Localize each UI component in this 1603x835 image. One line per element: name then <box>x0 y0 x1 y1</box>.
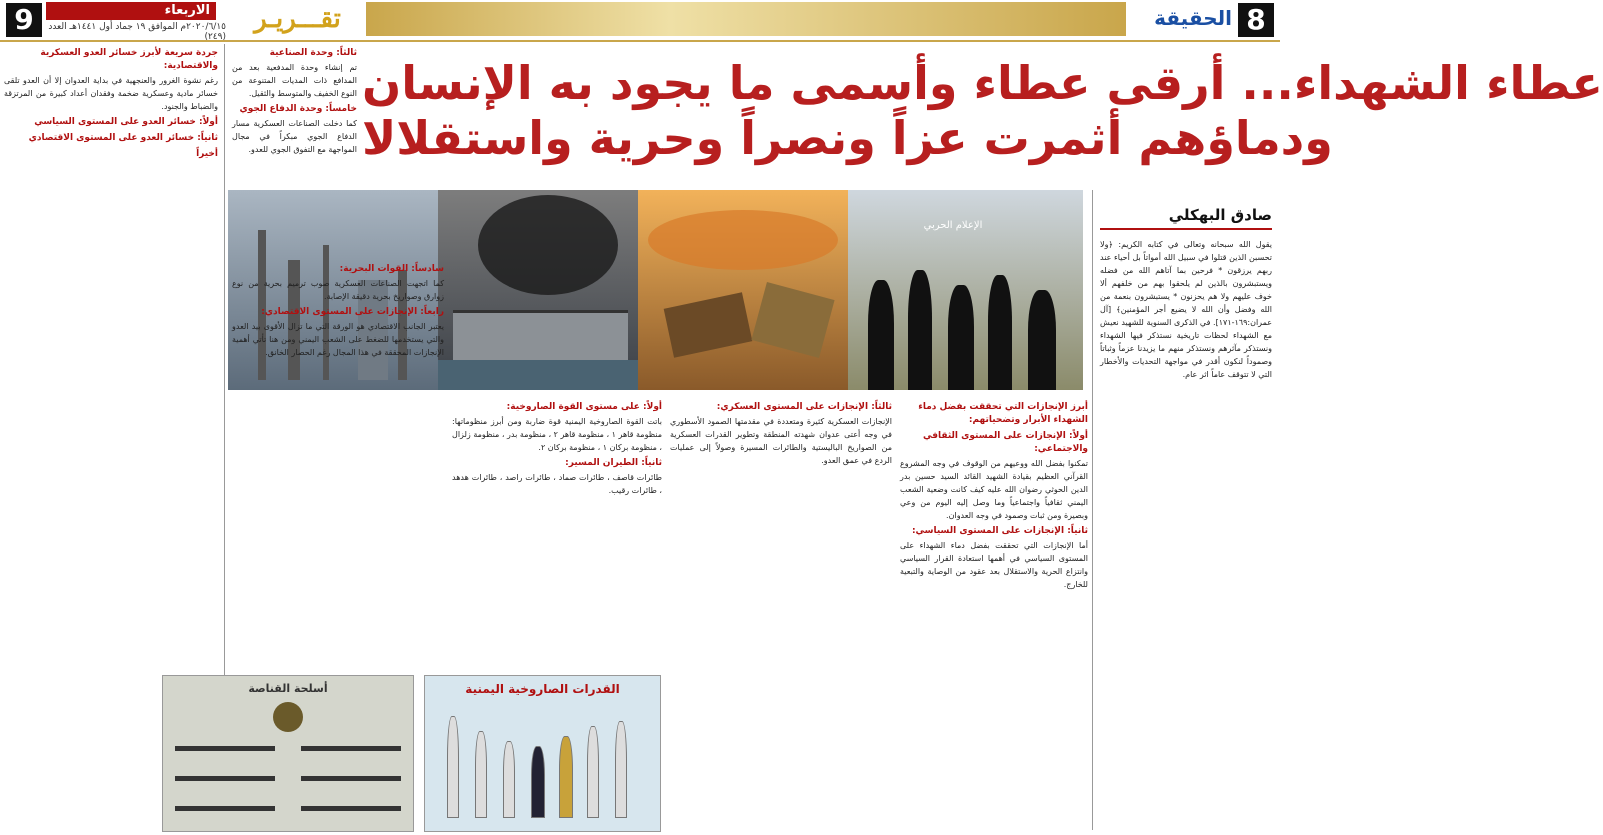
fighters-silhouette-photo <box>848 190 1083 390</box>
rifle-icon <box>301 746 401 751</box>
section-title: تقـــريـر <box>254 4 341 34</box>
article-column-1 <box>1100 238 1272 830</box>
missile-icon <box>587 726 599 818</box>
subheading: خامساً: وحدة الدفاع الجوي <box>239 104 357 114</box>
emblem-icon <box>273 702 303 732</box>
paragraph: الإنجازات العسكرية كثيرة ومتعددة في مقدمتها الصمود الأسطوري في وجه أعتى عدوان شهدته المنطقة وتطوير القدرات العسكرية من الصواريخ الباليستية والطائرات المسيرة وصولاً إلى عمليات الردع في عمق العدو. <box>670 417 892 465</box>
subheading: أبرز الإنجازات التي تحققت بفضل دماء الشهداء الأبرار وتضحياتهم: <box>918 402 1088 425</box>
newspaper-logo: الحقيقة <box>1154 6 1232 30</box>
author-byline: صادق البهكلي <box>1100 206 1272 230</box>
article-column-5 <box>232 260 444 668</box>
graphic-title: القدرات الصاروخية اليمنية <box>465 682 620 696</box>
rifle-icon <box>175 806 275 811</box>
column-divider <box>1092 190 1093 830</box>
missile-icon <box>559 736 573 818</box>
paragraph: يعتبر الجانب الاقتصادي هو الورقة التي ما تزال الأقوى بيد العدو والتي يستخدمها للضغط على الشعب اليمني ومن هنا تأتي أهمية الإنجازات المحققة في هذا المجال رغم الحصار الخانق. <box>232 322 444 357</box>
subheading: أولاً: على مستوى القوة الصاروخية: <box>506 402 662 412</box>
burning-ship-photo <box>438 190 638 390</box>
paragraph: طائرات قاصف ، طائرات صماد ، طائرات راصد ، طائرات هدهد ، طائرات رقيب. <box>452 473 662 495</box>
section-banner <box>366 2 1126 36</box>
rifle-icon <box>301 806 401 811</box>
sniper-weapons-graphic <box>162 675 414 832</box>
subheading: أخيراً <box>196 149 218 159</box>
subheading: ثانياً: خسائر العدو على المستوى الاقتصادي <box>28 133 218 143</box>
article-column-4 <box>452 398 662 668</box>
dateline: ٢٠٢٠/٦/١٥م الموافق ١٩ جماد أول ١٤٤١هـ العدد (٢٤٩) <box>48 22 226 42</box>
missile-icon <box>531 746 545 818</box>
page-number-left: 9 <box>6 3 42 37</box>
rifle-icon <box>301 776 401 781</box>
subheading: ثانياً: الطيران المسير: <box>565 458 662 468</box>
destroyed-vehicles-photo <box>638 190 848 390</box>
paragraph: تم إنشاء وحدة المدفعية بعد من المدافع ذات المديات المتنوعة من النوع الخفيف والمتوسط والثقيل. <box>232 63 357 98</box>
rifle-icon <box>175 746 275 751</box>
subheading: أولاً: خسائر العدو على المستوى السياسي <box>34 117 218 127</box>
missile-icon <box>615 721 627 818</box>
article-column-6 <box>232 44 357 254</box>
missile-icon <box>447 716 459 818</box>
subheading: رابعاً: الإنجازات على المستوى الاقتصادي: <box>261 307 444 317</box>
intro-paragraph: يقول الله سبحانه وتعالى في كتابه الكريم: ﴿ولا تحسبن الذين قتلوا في سبيل الله أمواتاً بل أحياء عند ربهم يرزقون * فرحين بما آتاهم الله من فضله ويستبشرون بالذين لم يلحقوا بهم من خلفهم ألا خوف عليهم ولا هم يحزنون * يستبشرون بنعمة من الله وفضل وأن الله لا يضيع أجر المؤمنين﴾ [آل عمران:١٦٩-١٧١]. في الذكرى السنوية للشهيد نعيش مع الشهداء لحظات تاريخية نستذكر فيها الشهداء ونستذكر مآثرهم ونستذكر منهم ما يزيدنا عزماً وثباتاً وصموداً لنكون أقدر في مواجهة التحديات والأخطار التي لا تتوقف عاماً اثر عام. <box>1100 240 1272 379</box>
subheading: ثانياً: الإنجازات على المستوى السياسي: <box>911 526 1088 536</box>
subheading: أولاً: الإنجازات على المستوى الثقافي والاجتماعي: <box>923 431 1088 454</box>
paragraph: أما الإنجازات التي تحققت بفضل دماء الشهداء على المستوى السياسي في أهمها استعادة القرار السياسي وانتزاع الحرية والاستقلال بعد عقود من الوصاية والتبعية للخارج. <box>900 541 1088 589</box>
article-column-2 <box>900 398 1088 830</box>
subheading: ثالثاً: وحدة الصناعية <box>269 48 357 58</box>
day-label: الاربعاء <box>46 2 216 20</box>
headline-line-1: عطاء الشهداء... أرقى عطاء وأسمى ما يجود به الإنسان <box>362 56 1603 110</box>
missile-capabilities-graphic <box>424 675 661 832</box>
paragraph: باتت القوة الصاروخية اليمنية قوة ضاربة ومن أبرز منظوماتها: منظومة قاهر ١ ، منظومة قاهر ٢ ، منظومة بدر ، منظومة زلزال ، منظومة بركان ١ ، منظومة بركان ٢. <box>452 417 662 452</box>
rifle-icon <box>175 776 275 781</box>
photo-caption: الإعلام الحربي <box>923 220 983 231</box>
missile-icon <box>475 731 487 818</box>
paragraph: رغم نشوة الغرور والعنجهية في بداية العدوان إلا أن العدو تلقى خسائر مادية وعسكرية ضخمة وفقدان أعداد كبيرة من المرتزقة والضباط والجنود. <box>4 76 218 111</box>
paragraph: كما دخلت الصناعات العسكرية مسار الدفاع الجوي مبكراً في مجال المواجهة مع التفوق الجوي للعدو. <box>232 119 357 154</box>
paragraph: تمكنوا بفضل الله ووعيهم من الوقوف في وجه المشروع القرآني العظيم بقيادة الشهيد القائد السيد حسين بدر الدين الحوثي رضوان الله عليه كيف كانت وضعية الشعب اليمني ثقافياً واجتماعياً وما وصل إليه اليوم من وعي وبصيرة ومن ثبات وصمود في وجه العدوان. <box>900 459 1088 520</box>
paragraph: كما اتجهت الصناعات العسكرية صوب ترميم بحرية من نوع زوارق وصواريخ بحرية دقيقة الإصابة. <box>232 279 444 301</box>
article-column-3 <box>670 398 892 830</box>
headline-line-2: ودماؤهم أثمرت عزاً ونصراً وحرية واستقلالا <box>362 111 1333 165</box>
subheading: سادساً: القوات البحرية: <box>339 264 444 274</box>
subheading: ثالثاً: الإنجازات على المستوى العسكري: <box>716 402 892 412</box>
page-number-right: 8 <box>1238 3 1274 37</box>
subheading: جردة سريعة لأبرز خسائر العدو العسكرية والاقتصادية: <box>40 48 218 71</box>
missile-icon <box>503 741 515 818</box>
graphic-title: أسلحة القناصة <box>248 682 328 695</box>
